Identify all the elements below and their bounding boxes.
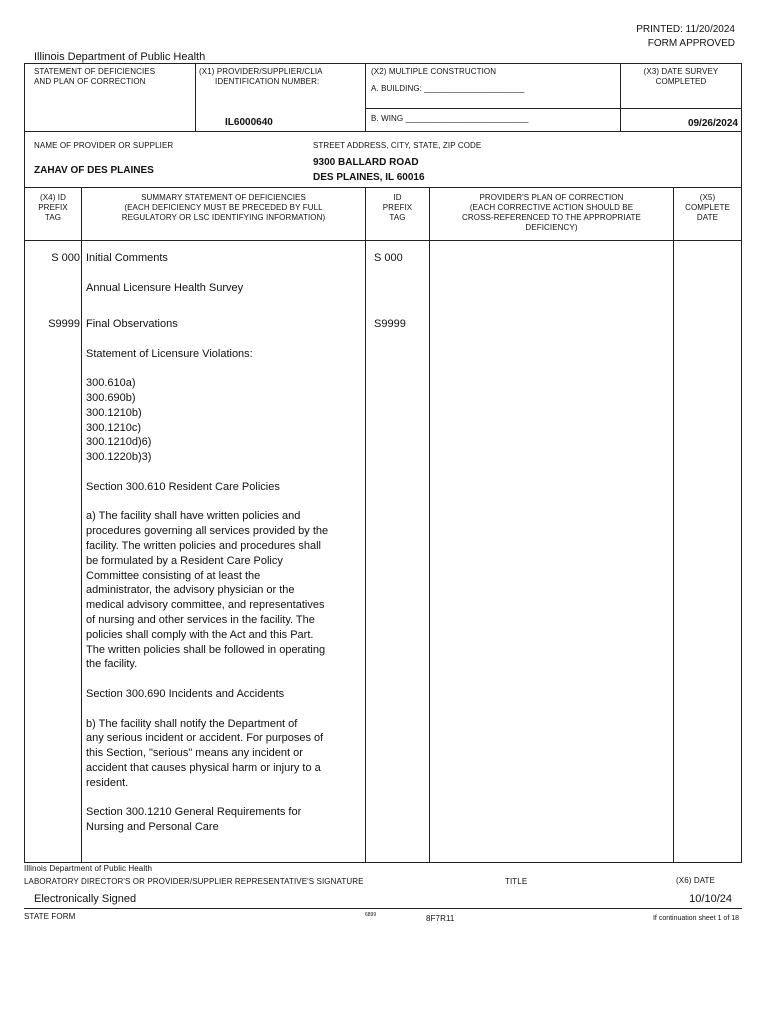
date-label: (X6) DATE [676,876,715,885]
x2-label: (X2) MULTIPLE CONSTRUCTION [371,67,497,76]
provider-name-label: NAME OF PROVIDER OR SUPPLIER [34,141,174,150]
signature-value: Electronically Signed [34,893,137,905]
x4-header: (X4) ID PREFIX TAG [38,193,68,222]
address-line2: DES PLAINES, IL 60016 [313,172,425,183]
entry-text: Final Observations Statement of Licensure Violations: 300.610a) 300.690b) 300.1210b) 300.1210c) 300.1210d)6) 300.1220b)3) Section 300.610 Resident Care Policies a) The facility shall have written policies and procedures governing all services provided by the facility. The written policies and procedures shall be formulated by a Resident Care Policy Committee consisting of at least the administrator, the advisory physician or the medical advisory committee, and representatives of nursing and other services in the facility. The policies shall comply with the Act and this Part. The written policies shall be followed in operating the facility. Section 300.690 Incidents and Accidents b) The facility shall notify the Department of any serious incident or accident. For purposes of this Section, "serious" means any incident or accident that causes physical harm or injury to a resident. Section 300.1210 General Requirements for Nursing and Personal Care [86,318,329,834]
form-code: 6899 [365,912,377,918]
x3-label-line1: (X3) DATE SURVEY [643,67,719,76]
entry-text: Initial Comments Annual Licensure Health Survey [86,252,244,294]
address-label: STREET ADDRESS, CITY, STATE, ZIP CODE [313,141,482,150]
x5-header: (X5) COMPLETE DATE [685,193,730,222]
entry-id-tag: S9999 [374,318,406,330]
statement-label-line1: STATEMENT OF DEFICIENCIES [34,67,156,76]
survey-date-value: 09/26/2024 [687,118,738,129]
x1-label-line1: (X1) PROVIDER/SUPPLIER/CLIA [199,67,323,76]
plan-header: PROVIDER'S PLAN OF CORRECTION (EACH CORRECTIVE ACTION SHOULD BE CROSS-REFERENCED TO THE APPROPRIATE DEFICIENCY) [462,193,641,232]
event-id: 8F7R11 [426,914,455,923]
summary-header: SUMMARY STATEMENT OF DEFICIENCIES (EACH DEFICIENCY MUST BE PRECEDED BY FULL REGULATORY OR LSC IDENTIFYING INFORMATION) [121,193,326,222]
title-label: TITLE [505,877,528,886]
signature-label: LABORATORY DIRECTOR'S OR PROVIDER/SUPPLIER REPRESENTATIVE'S SIGNATURE [24,877,364,886]
x1-label-line2: IDENTIFICATION NUMBER: [215,77,320,86]
entry-tag: S9999 [48,318,80,330]
address-line1: 9300 BALLARD ROAD [313,157,419,168]
provider-id-value: IL6000640 [225,117,273,128]
building-label: A. BUILDING: ______________________ [371,84,525,93]
id-prefix-header: ID PREFIX TAG [382,193,413,222]
entry-id-tag: S 000 [374,252,403,264]
printed-date: PRINTED: 11/20/2024 [636,24,735,35]
wing-label: B. WING ___________________________ [371,114,529,123]
footer-agency: Illinois Department of Public Health [24,864,153,873]
form-name: STATE FORM [24,912,76,921]
x3-label-line2: COMPLETED [655,77,707,86]
continuation-sheet: If continuation sheet 1 of 18 [652,915,739,922]
statement-label-line2: AND PLAN OF CORRECTION [34,77,146,86]
agency-name: Illinois Department of Public Health [34,51,206,63]
signed-date-value: 10/10/24 [689,893,732,905]
provider-name: ZAHAV OF DES PLAINES [34,165,154,176]
form-status: FORM APPROVED [647,38,735,49]
entry-tag: S 000 [51,252,80,264]
